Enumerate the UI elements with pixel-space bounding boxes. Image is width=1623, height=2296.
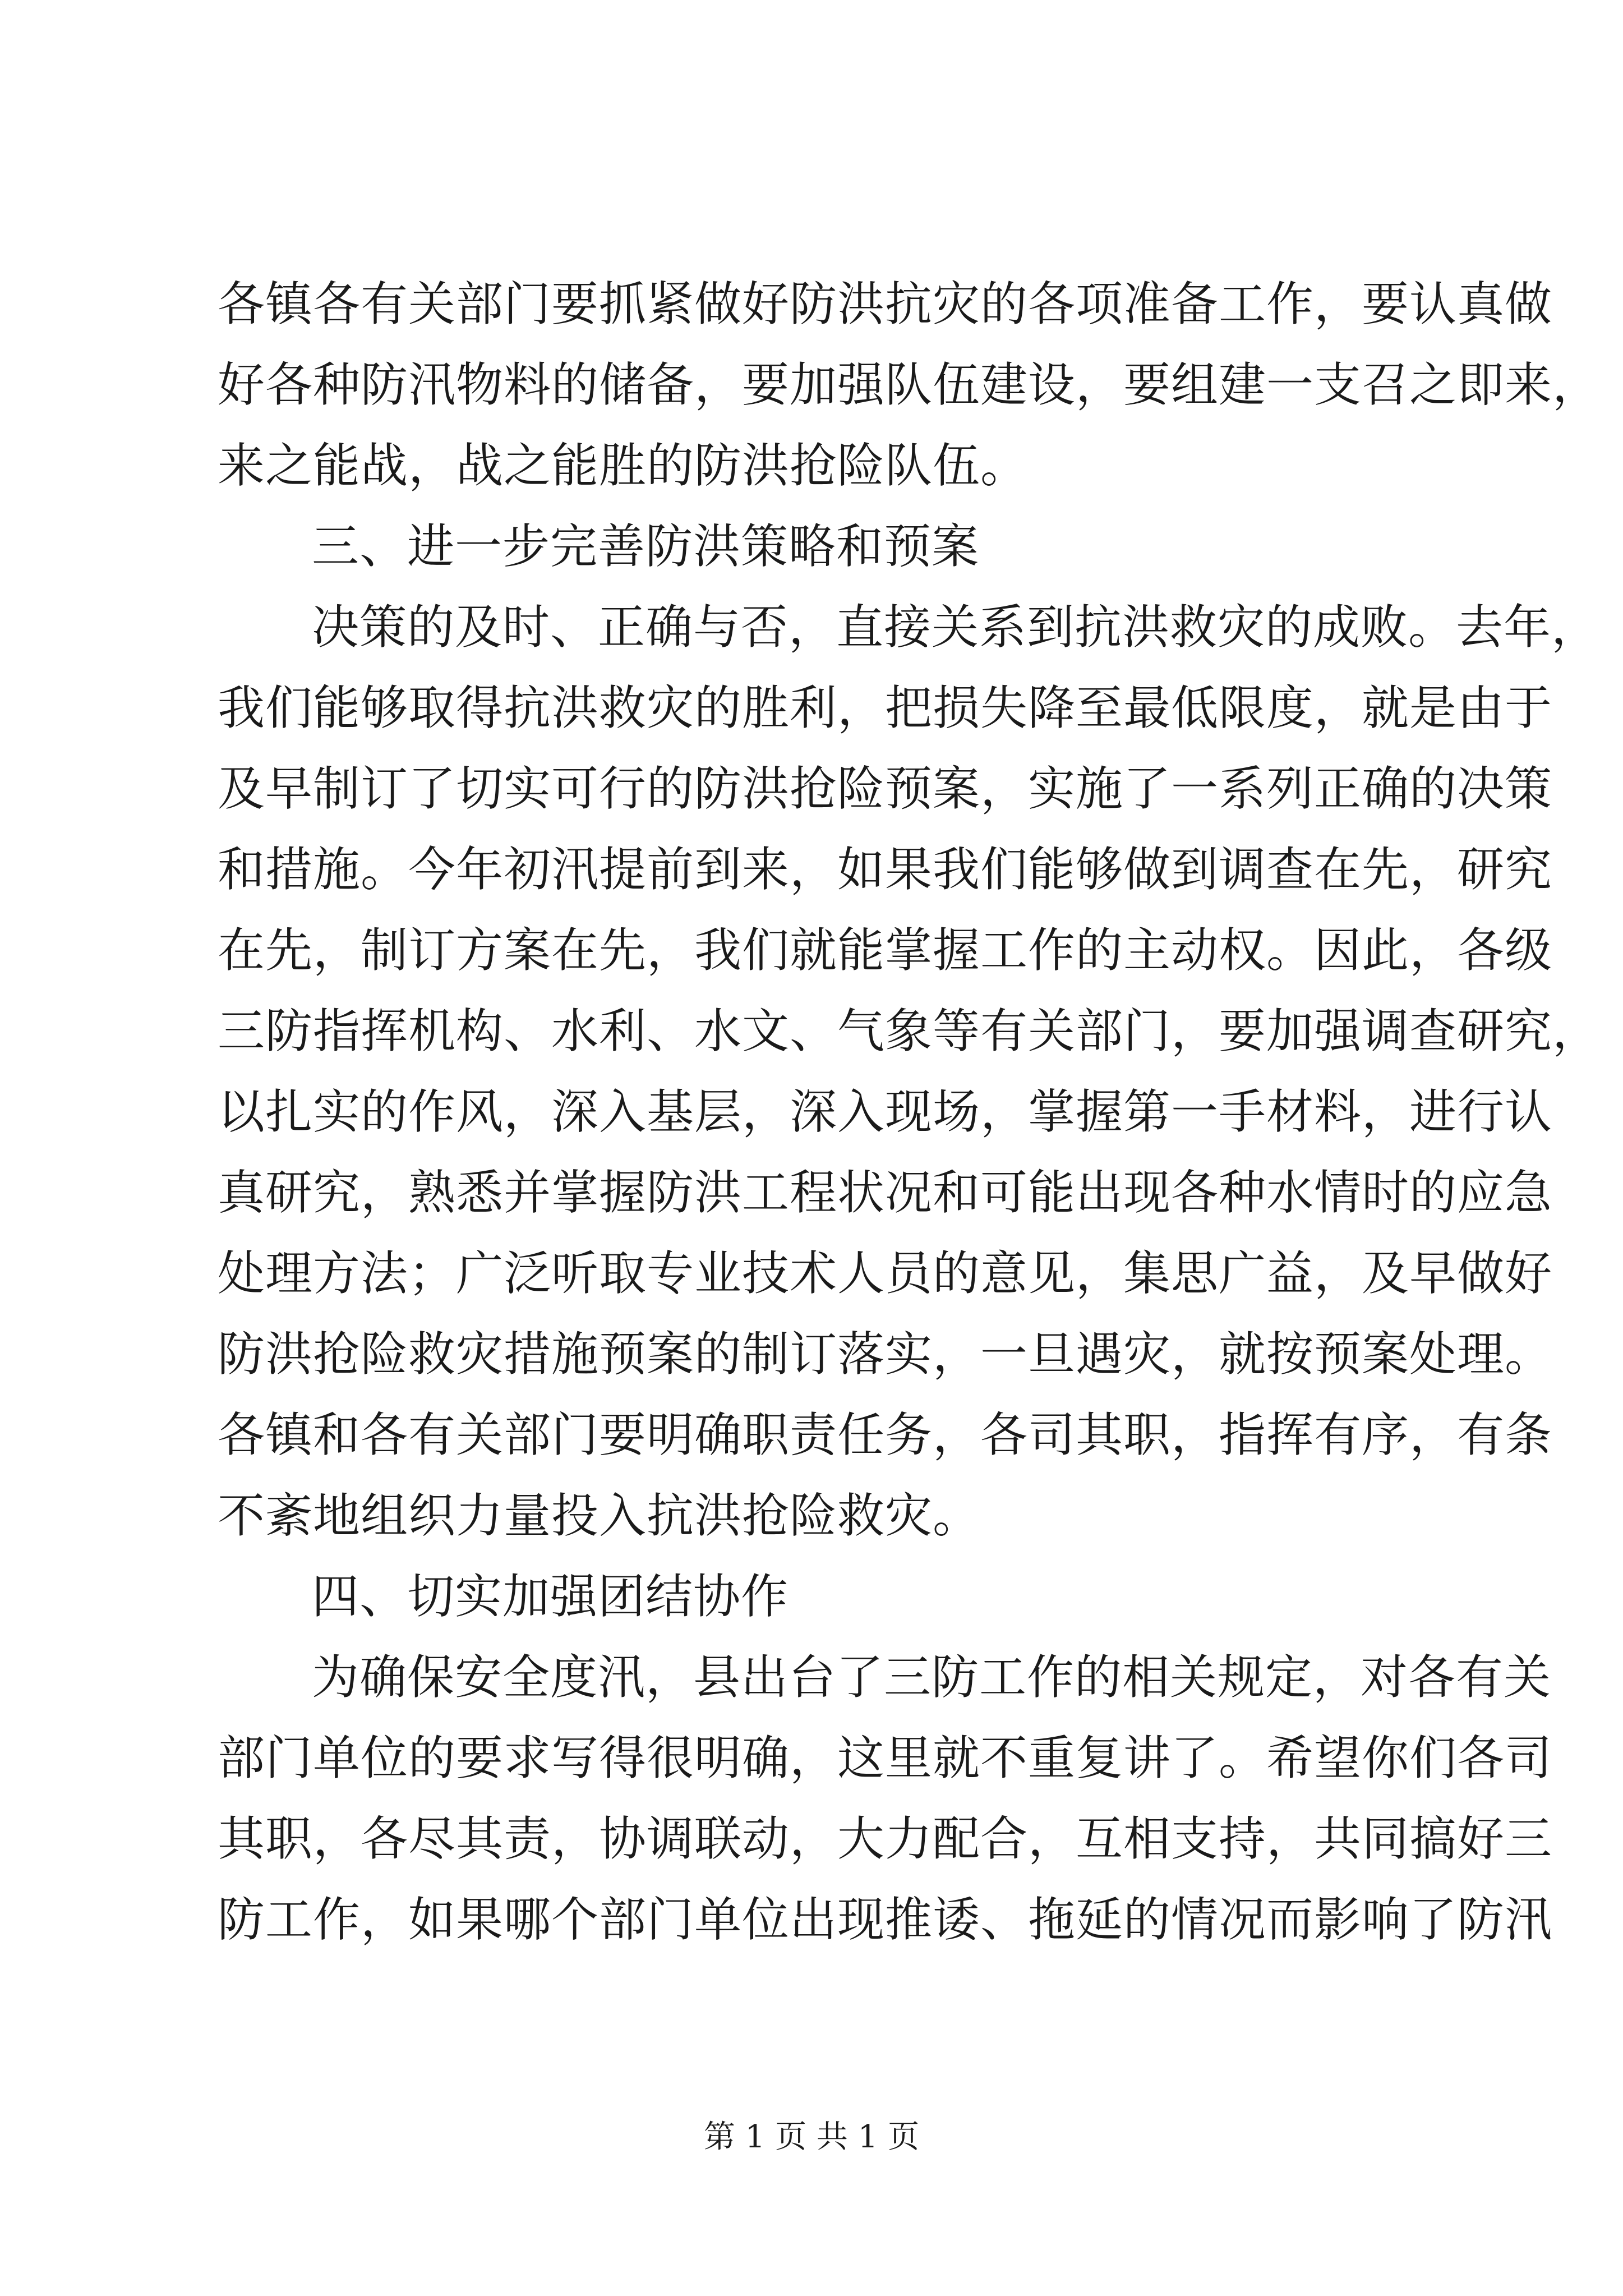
text-line: 处理方法；广泛听取专业技术人员的意见，集思广益，及早做好 — [218, 1246, 1553, 1301]
text-line: 三防指挥机构、水利、水文、气象等有关部门，要加强调查研究， — [218, 1004, 1601, 1059]
text-line: 防洪抢险救灾措施预案的制订落实，一旦遇灾，就按预案处理。 — [218, 1327, 1553, 1382]
text-line: 不紊地组织力量投入抗洪抢险救灾。 — [218, 1488, 981, 1543]
text-line: 真研究，熟悉并掌握防洪工程状况和可能出现各种水情时的应急 — [218, 1165, 1553, 1220]
text-line: 及早制订了切实可行的防洪抢险预案，实施了一系列正确的决策 — [218, 761, 1553, 816]
text-line: 在先，制订方案在先，我们就能掌握工作的主动权。因此，各级 — [218, 923, 1553, 978]
text-line: 来之能战，战之能胜的防洪抢险队伍。 — [218, 438, 1029, 493]
text-line: 好各种防汛物料的储备，要加强队伍建设，要组建一支召之即来， — [218, 357, 1601, 412]
text-line: 防工作，如果哪个部门单位出现推诿、拖延的情况而影响了防汛 — [218, 1892, 1553, 1947]
text-line: 以扎实的作风，深入基层，深入现场，掌握第一手材料，进行认 — [218, 1084, 1553, 1139]
text-line: 部门单位的要求写得很明确，这里就不重复讲了。希望你们各司 — [218, 1731, 1553, 1786]
text-line: 为确保安全度汛，县出台了三防工作的相关规定，对各有关 — [312, 1650, 1552, 1705]
text-line: 各镇各有关部门要抓紧做好防洪抗灾的各项准备工作，要认真做 — [218, 277, 1553, 332]
text-line: 决策的及时、正确与否，直接关系到抗洪救灾的成败。去年， — [312, 600, 1599, 655]
text-line: 其职，各尽其责，协调联动，大力配合，互相支持，共同搞好三 — [218, 1811, 1553, 1866]
text-line: 和措施。今年初汛提前到来，如果我们能够做到调查在先，研究 — [218, 842, 1553, 897]
section-heading-4: 四、切实加强团结协作 — [312, 1569, 789, 1624]
document-body — [218, 264, 1601, 1960]
text-line: 我们能够取得抗洪救灾的胜利，把损失降至最低限度，就是由于 — [218, 680, 1553, 735]
text-line: 各镇和各有关部门要明确职责任务，各司其职，指挥有序，有条 — [218, 1407, 1553, 1462]
section-heading-3: 三、进一步完善防洪策略和预案 — [312, 519, 980, 574]
page-footer: 第 1 页 共 1 页 — [703, 2119, 920, 2155]
